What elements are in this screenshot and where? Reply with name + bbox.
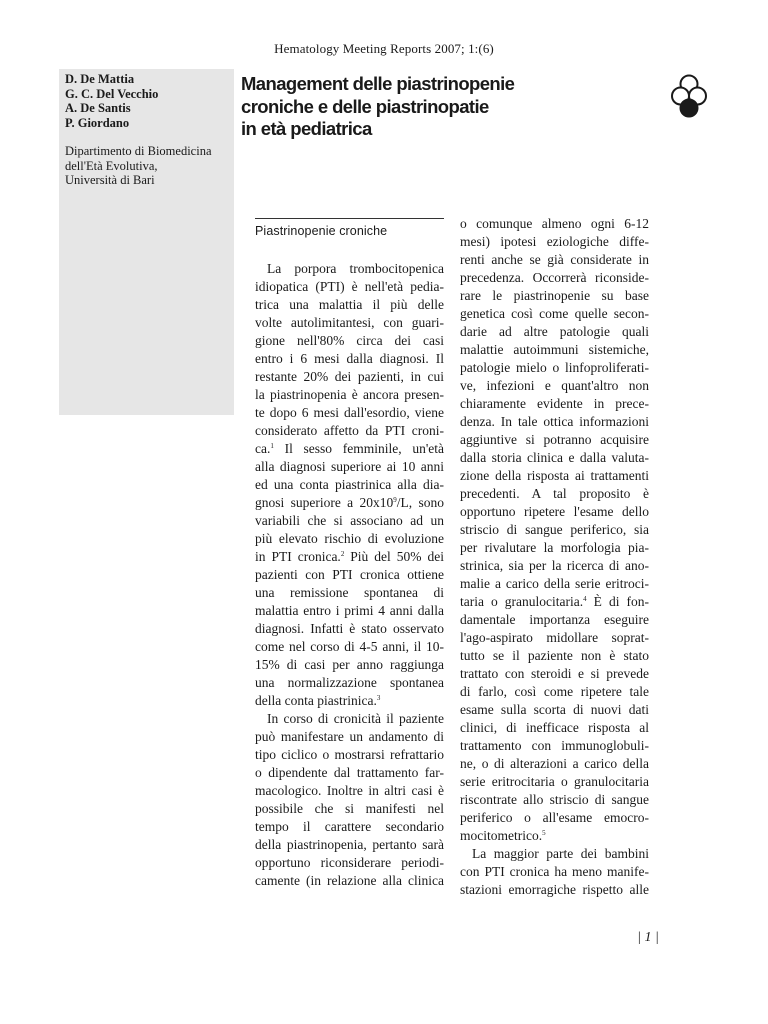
text-line: con PTI cronica ha meno manife-: [460, 864, 649, 879]
title-line: in età pediatrica: [241, 118, 372, 139]
text-line: tipo ciclico o mostrarsi refrattario: [255, 747, 444, 762]
text-line: tutto se il paziente non è stato: [460, 648, 649, 663]
text-line: chiaramente evidente in prece-: [460, 396, 649, 411]
text-line: gione nell'80% circa dei casi: [255, 333, 444, 348]
text-line: idiopatica (PTI) è nell'età pedia-: [255, 279, 444, 294]
text-line: volte autolimitantesi, con guari-: [255, 315, 444, 330]
text-line: può manifestare un andamento di: [255, 729, 444, 744]
text-line: per rivalutare la morfologia pia-: [460, 540, 649, 555]
text-line: zione della risposta ai trattamenti: [460, 468, 649, 483]
reference-marker: 2: [340, 550, 345, 558]
text-line: La porpora trombocitopenica: [267, 261, 444, 276]
text-line: aggiuntive si potranno acquisire: [460, 432, 649, 447]
text-line: considerato affetto da PTI croni-: [255, 423, 444, 438]
text-line: entro i 6 mesi dalla diagnosi. Il: [255, 351, 444, 366]
text-line: ne, o di alterazioni a carico della: [460, 756, 649, 771]
text-line: clinici, di inefficace risposta al: [460, 720, 649, 735]
text-line: esame sulla scorta di nuovi dati: [460, 702, 649, 717]
text-line: riscontrate allo striscio di sangue: [460, 792, 649, 807]
text-line: più elevato rischio di evoluzione: [255, 531, 444, 546]
text-line: rare le piastrinopenie su base: [460, 288, 649, 303]
text-line: l'ago-aspirato midollare soprat-: [460, 630, 649, 645]
text-line: o dipendente dal trattamento far-: [255, 765, 444, 780]
text-line: te dopo 6 mesi dall'esordio, viene: [255, 405, 444, 420]
reference-marker: 4: [583, 595, 587, 603]
text-line: precedenti. A tal proposito è: [460, 486, 649, 501]
text-line: della conta piastrinica.$^3$: [255, 693, 381, 708]
reference-marker: 9: [393, 496, 397, 504]
text-line: genetica così come quelle secon-: [460, 306, 649, 321]
text-line: opportuno ripetere l'esame dello: [460, 504, 649, 519]
text-line: ed una conta piastrinica alla dia-: [255, 477, 444, 492]
text-line: La maggior parte dei bambini: [472, 846, 649, 861]
section-rule: [255, 218, 444, 219]
journal-logo-icon: [671, 74, 707, 118]
text-line: In corso di cronicità il paziente: [267, 711, 444, 726]
text-line: strinica, sia per la ricerca di ano-: [460, 558, 649, 573]
text-line: restante 20% dei pazienti, in cui: [255, 369, 444, 384]
reference-marker: 3: [376, 694, 381, 702]
author-name: P. Giordano: [65, 115, 130, 130]
author-list: [65, 72, 233, 130]
text-line: ca.$^1$ Il sesso femminile, un'età: [255, 441, 444, 456]
reference-marker: 1: [270, 442, 274, 450]
affiliation-line: Dipartimento di Biomedicina: [65, 144, 212, 158]
affiliation-line: Università di Bari: [65, 173, 155, 187]
text-line: renti anche se già considerate in: [460, 252, 649, 267]
text-line: trattamento con immunoglobuli-: [460, 738, 649, 753]
text-line: in PTI cronica.$^2$ Più del 50% dei: [255, 549, 444, 564]
text-line: di farlo, così come ripetere tale: [460, 684, 649, 699]
running-head: Hematology Meeting Reports 2007; 1:(6): [274, 41, 494, 56]
text-line: alla diagnosi superiore ai 10 anni: [255, 459, 444, 474]
author-name: A. De Santis: [65, 101, 131, 115]
text-line: taria o granulocitaria.$^4$ È di fon-: [460, 594, 649, 609]
article-title: [241, 73, 661, 141]
text-line: camente (in relazione alla clinica: [255, 873, 444, 888]
author-name: G. C. Del Vecchio: [65, 86, 159, 101]
text-line: malattia entro i primi 4 anni dalla: [255, 603, 444, 618]
text-line: o comunque almeno ogni 6-12: [460, 216, 649, 231]
text-line: malie a carico della serie eritroci-: [460, 576, 649, 591]
affiliation-line: dell'Età Evolutiva,: [65, 158, 158, 173]
text-line: opportuno riconsiderare periodi-: [255, 855, 444, 870]
text-line: pazienti con PTI cronica ottiene: [255, 567, 444, 582]
title-line: Management delle piastrinopenie: [241, 73, 515, 94]
text-line: 15% di casi per anno raggiunga: [255, 657, 444, 672]
section-heading: Piastrinopenie croniche: [255, 224, 388, 238]
text-line: una normalizzazione spontanea: [255, 675, 444, 690]
text-line: macologico. Inoltre in altri casi è: [255, 783, 444, 798]
text-line: mesi) ipotesi eziologiche diffe-: [460, 234, 649, 249]
text-line: damentale importanza eseguire: [460, 612, 649, 627]
body-column-right: [460, 215, 649, 899]
text-line: striscio di sangue periferico, sia: [460, 522, 649, 537]
affiliation: [65, 144, 233, 188]
text-line: patologie mielo o linfoproliferati-: [460, 360, 649, 375]
text-line: variabili che si associano ad un: [255, 513, 444, 528]
text-line: malattie autoimmuni sistemiche,: [460, 342, 649, 357]
text-line: diagnosi. Infatti è stato osservato: [255, 621, 444, 636]
text-line: della piastrinopenia, pertanto sarà: [255, 837, 444, 852]
text-line: come nel corso di 4-5 anni, il 10-: [255, 639, 444, 654]
text-line: mocitometrico.$^5$: [460, 828, 546, 843]
text-line: trica una malattia il più delle: [255, 297, 444, 312]
text-line: darie ad altre patologie quali: [460, 324, 649, 339]
text-line: serie eritrocitaria o granulocitaria: [460, 774, 649, 789]
page-number: | 1 |: [637, 930, 659, 945]
text-line: precedenza. Occorrerà riconside-: [460, 270, 649, 285]
text-line: denza. In tale ottica informazioni: [460, 414, 649, 429]
reference-marker: 5: [542, 829, 546, 837]
body-column-left: [255, 260, 444, 890]
text-line: stazioni emorragiche rispetto alle: [460, 882, 649, 897]
text-line: ve, infezioni e quant'altro non: [460, 378, 649, 393]
text-line: tempo il carattere secondario: [255, 819, 444, 834]
text-line: periferico o all'esame emocro-: [460, 810, 649, 825]
author-name: D. De Mattia: [65, 72, 135, 86]
text-line: gnosi superiore a $20x10^9/L$, sono: [255, 495, 444, 510]
text-line: la piastrinopenia è ancora presen-: [255, 387, 444, 402]
text-line: possibile che si manifesti nel: [255, 801, 444, 816]
text-line: dalla storia clinica e dalla valuta-: [460, 450, 649, 465]
text-line: trattato con steroidi e si prevede: [460, 666, 649, 681]
title-line: croniche e delle piastrinopatie: [241, 95, 489, 117]
text-line: una remissione spontanea di: [255, 585, 444, 600]
